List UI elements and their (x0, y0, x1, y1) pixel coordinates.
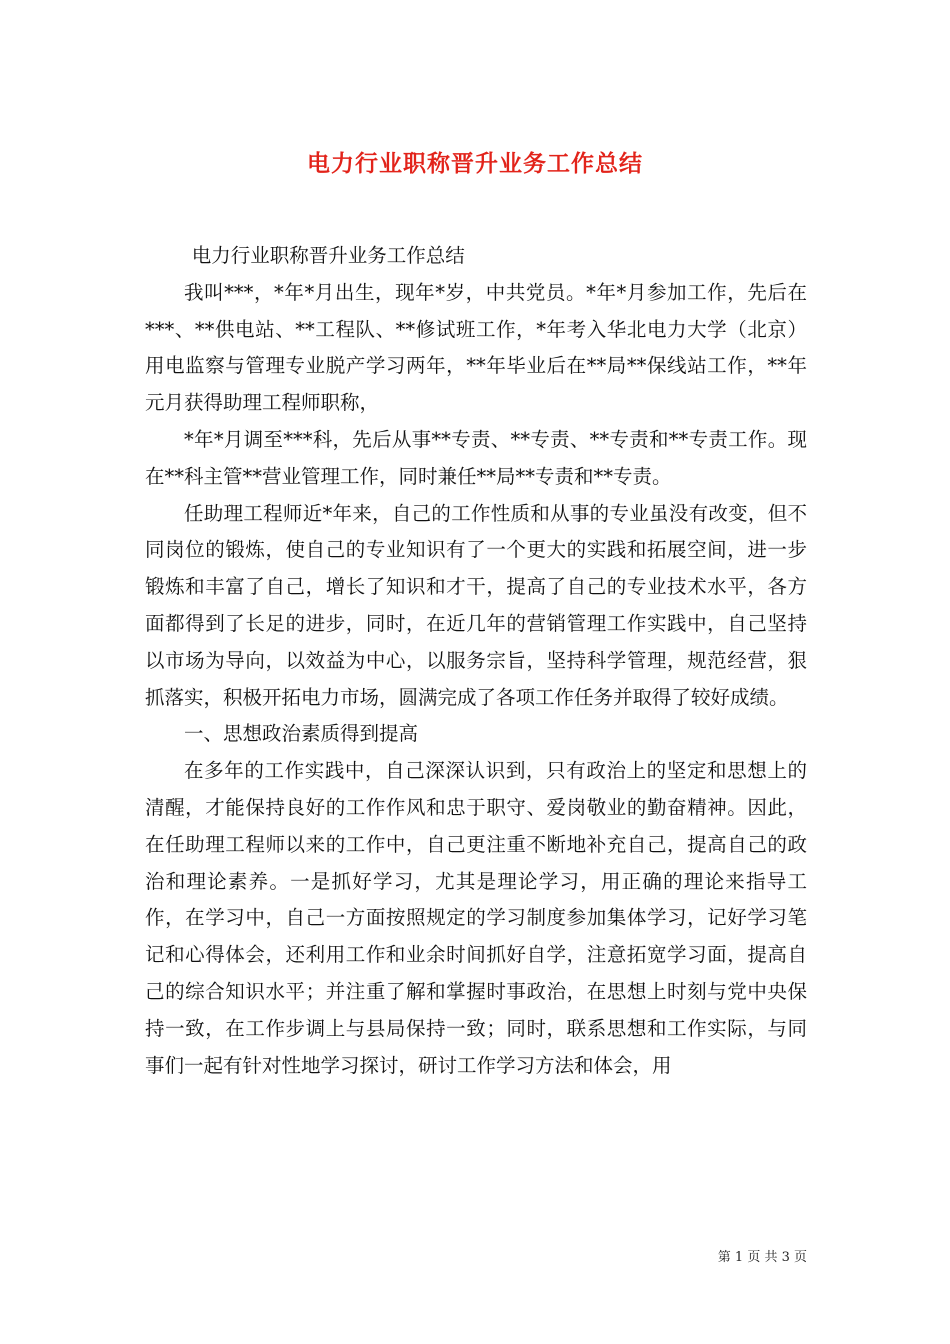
section-heading: 一、思想政治素质得到提高 (184, 722, 419, 746)
body-paragraph: *年*月调至***科，先后从事**专责、**专责、**专责和**专责工作。现在**科主管**营业管理工作，同时兼任**局**专责和**专责。 (145, 427, 807, 488)
page-number: 第 1 页 共 3 页 (717, 1250, 807, 1265)
document-title: 电力行业职称晋升业务工作总结 (307, 150, 643, 178)
document-subtitle: 电力行业职称晋升业务工作总结 (191, 244, 465, 267)
document-body (145, 238, 807, 1084)
body-paragraph: 我叫***，*年*月出生，现年*岁，中共党员。*年*月参加工作，先后在***、**供电站、**工程队、**修试班工作，*年考入华北电力大学（北京）用电监察与管理专业脱产学习两年，**年毕业后在**局**保线站工作，**年元月获得助理工程师职称， (145, 280, 807, 415)
body-paragraph: 在多年的工作实践中，自己深深认识到，只有政治上的坚定和思想上的清醒，才能保持良好的工作作风和忠于职守、爱岗敬业的勤奋精神。因此，在任助理工程师以来的工作中，自己更注重不断地补充自己，提高自己的政治和理论素养。一是抓好学习，尤其是理论学习，用正确的理论来指导工作，在学习中，自己一方面按照规定的学习制度参加集体学习，记好学习笔记和心得体会，还利用工作和业余时间抓好自学，注意拓宽学习面，提高自己的综合知识水平；并注重了解和掌握时事政治，在思想上时刻与党中央保持一致，在工作步调上与县局保持一致；同时，联系思想和工作实际，与同事们一起有针对性地学习探讨，研讨工作学习方法和体会，用 (145, 759, 807, 1077)
body-paragraph: 任助理工程师近*年来，自己的工作性质和从事的专业虽没有改变，但不同岗位的锻炼，使自己的专业知识有了一个更大的实践和拓展空间，进一步锻炼和丰富了自己，增长了知识和才干，提高了自己的专业技术水平，各方面都得到了长足的进步，同时，在近几年的营销管理工作实践中，自己坚持以市场为导向，以效益为中心，以服务宗旨，坚持科学管理，规范经营，狠抓落实，积极开拓电力市场，圆满完成了各项工作任务并取得了较好成绩。 (145, 501, 807, 709)
